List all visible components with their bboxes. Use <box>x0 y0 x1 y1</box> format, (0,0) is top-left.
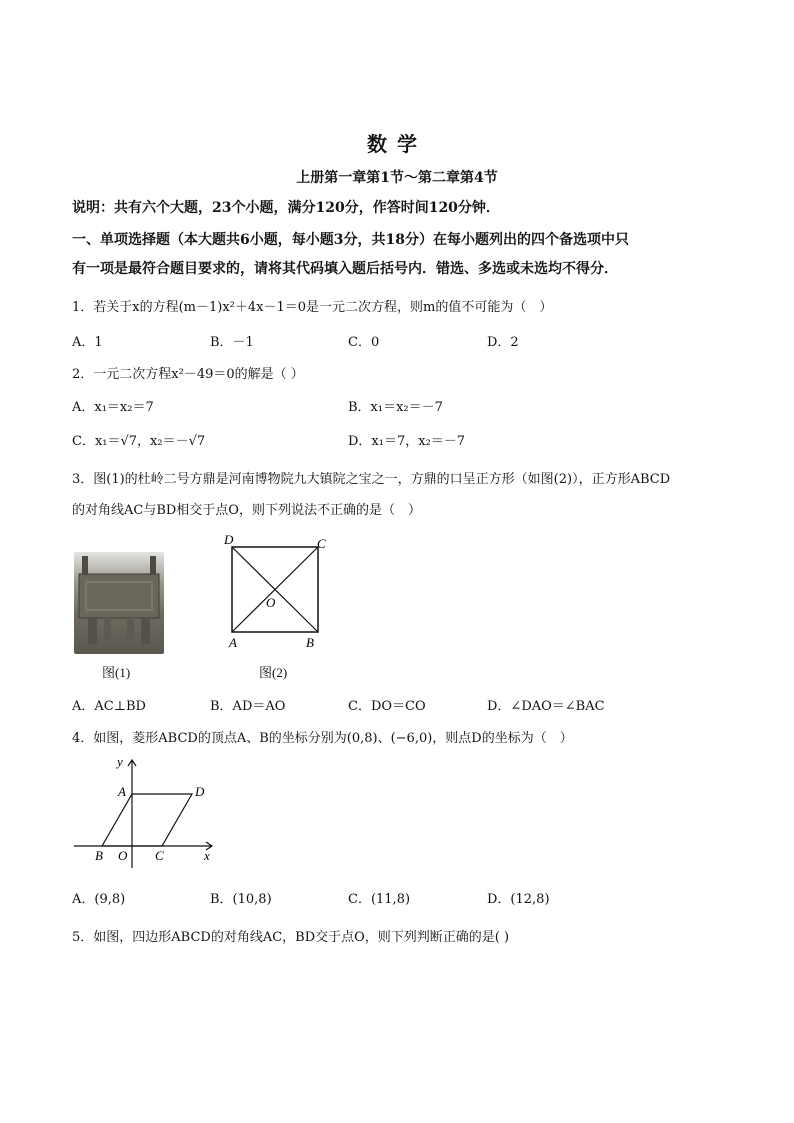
page-title: 数学 <box>367 132 427 156</box>
rhombus-abcd <box>102 794 192 846</box>
label-d: D <box>195 784 205 799</box>
question-4-option-a: A．(9,8) <box>72 892 126 907</box>
exam-note: 说明：共有六个大题，23个小题，满分120分，作答时间120分钟． <box>72 200 500 216</box>
label-b: B <box>95 848 103 863</box>
question-3-stem-line2: 的对角线AC与BD相交于点O，则下列说法不正确的是（ ） <box>72 503 421 518</box>
label-c: C <box>317 536 326 551</box>
label-a: A <box>229 635 237 650</box>
label-c: C <box>155 848 164 863</box>
question-3-option-a: A．AC⊥BD <box>72 699 146 714</box>
label-b: B <box>306 635 314 650</box>
question-3-option-b: B．AD＝AO <box>210 699 286 714</box>
question-4-stem: 4．如图，菱形ABCD的顶点A、B的坐标分别为(0,8)、(−6,0)，则点D的坐标为（ ） <box>72 731 573 746</box>
question-4-option-b: B．(10,8) <box>210 892 272 907</box>
label-o: O <box>118 848 128 863</box>
figure-2-caption: 图(2) <box>259 665 288 680</box>
question-2-option-c: C．x₁＝√7，x₂＝－√7 <box>72 434 206 449</box>
question-1-option-d: D．2 <box>487 335 519 350</box>
rhombus-coordinate-diagram <box>72 752 222 872</box>
question-1-option-a: A．1 <box>72 335 103 350</box>
square-diagram <box>222 534 334 652</box>
question-1-stem: 1．若关于x的方程(m－1)x²＋4x－1＝0是一元二次方程，则m的值不可能为（ ） <box>72 300 553 315</box>
bronze-ding-photo <box>74 552 164 654</box>
label-o: O <box>266 595 276 610</box>
question-1-option-c: C．0 <box>348 335 380 350</box>
question-5-stem: 5．如图，四边形ABCD的对角线AC，BD交于点O，则下列判断正确的是( ) <box>72 930 510 945</box>
question-1-option-b: B．－1 <box>210 335 254 350</box>
question-2-stem: 2．一元二次方程x²－49＝0的解是（ ） <box>72 367 304 382</box>
question-3-option-d: D．∠DAO＝∠BAC <box>487 699 605 714</box>
axis-label-x: x <box>204 848 210 863</box>
question-4-option-d: D．(12,8) <box>487 892 550 907</box>
label-a: A <box>118 784 126 799</box>
page-subtitle: 上册第一章第1节～第二章第4节 <box>296 170 498 186</box>
label-d: D <box>224 534 234 547</box>
question-2-option-d: D．x₁＝7，x₂＝－7 <box>348 434 466 449</box>
question-4-option-c: C．(11,8) <box>348 892 411 907</box>
question-3-option-c: C．DO＝CO <box>348 699 426 714</box>
section-heading-line1: 一、单项选择题（本大题共6小题，每小题3分，共18分）在每小题列出的四个备选项中只 <box>72 232 629 248</box>
section-heading-line2: 有一项是最符合题目要求的，请将其代码填入题后括号内．错选、多选或未选均不得分． <box>72 261 618 277</box>
question-2-option-a: A．x₁＝x₂＝7 <box>72 400 154 415</box>
axis-label-y: y <box>117 754 123 769</box>
figure-1-caption: 图(1) <box>102 665 131 680</box>
question-2-option-b: B．x₁＝x₂＝－7 <box>348 400 443 415</box>
question-3-stem-line1: 3．图(1)的杜岭二号方鼎是河南博物院九大镇院之宝之一，方鼎的口呈正方形（如图(2)），正方形ABCD <box>72 472 671 487</box>
